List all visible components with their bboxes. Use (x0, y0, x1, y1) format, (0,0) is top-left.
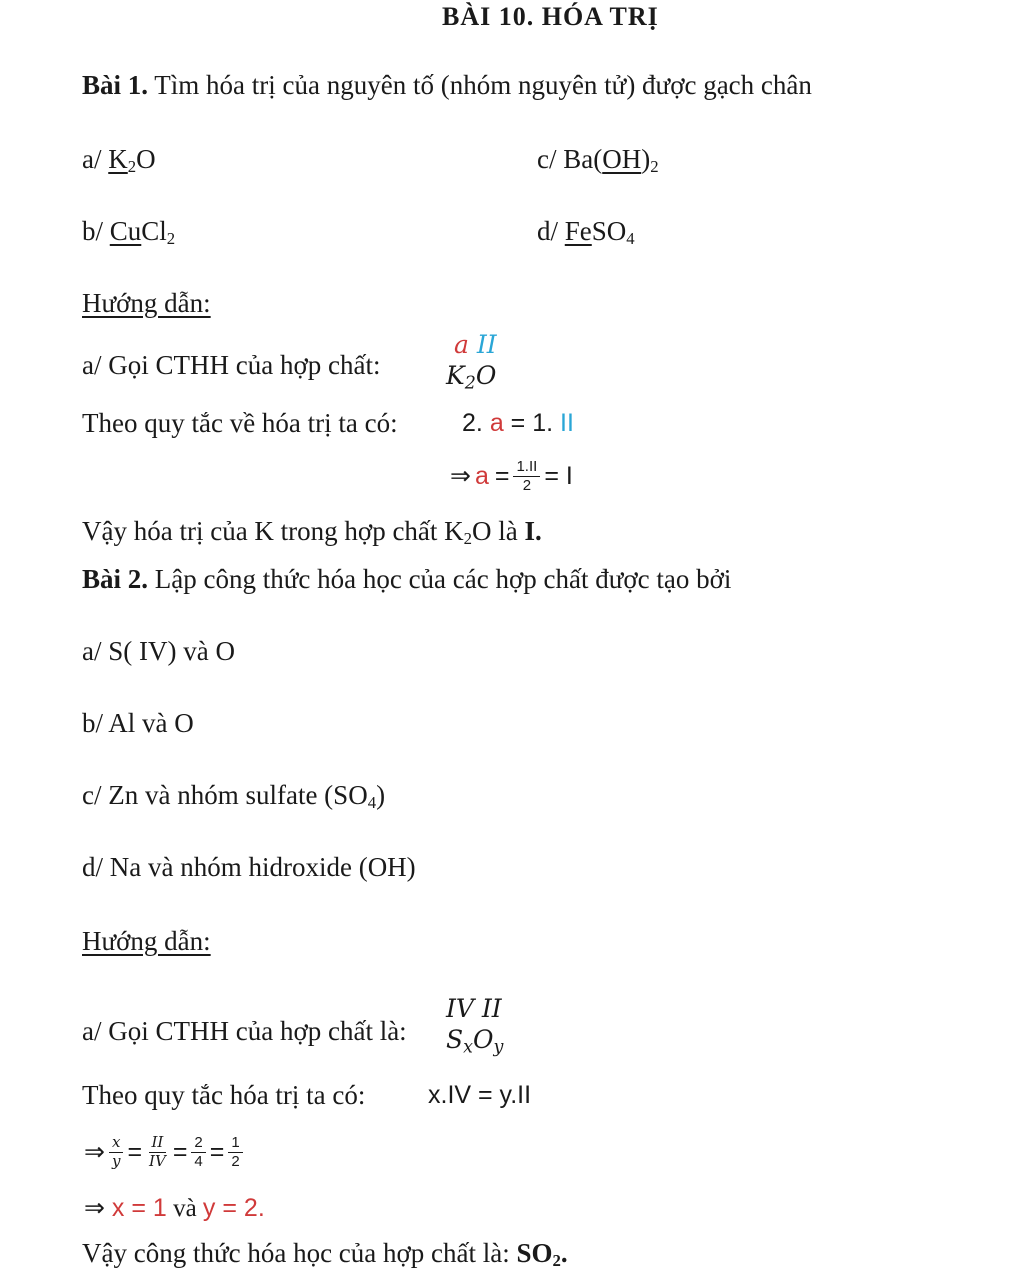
fraction (191, 1134, 205, 1170)
subscript: 2 (464, 373, 476, 394)
item-prefix: c/ Ba( (537, 144, 603, 174)
exercise-1-heading (82, 72, 812, 99)
underlined-group: OH (602, 144, 642, 174)
eq-ii: II (560, 409, 574, 437)
fraction-denominator: y (111, 1151, 121, 1170)
formula-rest: O (136, 144, 156, 174)
conclusion-text: Vậy công thức hóa học của hợp chất là: (82, 1238, 517, 1268)
underlined-element: Fe (564, 216, 592, 246)
conclusion-text: O là (472, 516, 525, 546)
fraction-numerator: II (149, 1134, 167, 1152)
eq-sign: = (494, 461, 510, 490)
guide-2-rule: Theo quy tắc hóa trị ta có: (82, 1080, 366, 1110)
item-prefix: b/ (82, 216, 110, 246)
subscript-y: y (493, 1037, 504, 1058)
formula-rest: Cl (141, 216, 167, 246)
eq-sign: = (172, 1137, 188, 1166)
valence-formula-k2o (446, 332, 497, 393)
exercise-2-label: Bài 2. (82, 564, 149, 594)
subscript: 2 (552, 1251, 561, 1271)
valence-labels: IV II (446, 994, 502, 1023)
eq-a: a (489, 409, 504, 437)
eq-a: a (474, 461, 489, 490)
fraction-denominator: IV (149, 1151, 166, 1170)
exercise-2-heading (82, 566, 731, 593)
formula-element: S (446, 1025, 464, 1054)
fraction-numerator: 2 (191, 1134, 205, 1152)
item-text: c/ Zn và nhóm sulfate (SO (82, 780, 368, 810)
item-b-al-o: b/ Al và O (82, 708, 194, 738)
valence-ii: II (476, 330, 497, 359)
item-a-s-o: a/ S( IV) và O (82, 636, 235, 666)
result-equation (84, 1196, 265, 1221)
conclusion-dot: . (560, 1238, 568, 1268)
subscript: 2 (127, 157, 137, 177)
subscript: 2 (463, 529, 473, 549)
guide-1-rule: Theo quy tắc về hóa trị ta có: (82, 408, 398, 438)
item-a-k2o (82, 146, 156, 176)
equation-1 (462, 411, 574, 436)
implies-icon: ⇒ (450, 461, 471, 490)
formula-rest: SO (591, 216, 627, 246)
underlined-element: Cu (109, 216, 142, 246)
exercise-1-label: Bài 1. (82, 70, 149, 100)
subscript: 2 (650, 157, 659, 177)
eq-sign: = (209, 1137, 225, 1166)
subscript-x: x (463, 1037, 474, 1058)
formula-element: O (473, 1025, 494, 1054)
fraction-numerator: 1 (228, 1134, 242, 1152)
conclusion-1 (82, 518, 542, 548)
result-y: y = 2. (202, 1194, 265, 1222)
valence-a: a (454, 330, 469, 359)
item-text: ) (376, 780, 386, 810)
subscript: 4 (367, 793, 377, 813)
exercise-1-text: Tìm hóa trị của nguyên tố (nhóm nguyên tử) được gạch chân (148, 70, 812, 100)
item-b-cucl2 (82, 218, 175, 248)
item-prefix: a/ (82, 144, 109, 174)
item-prefix: d/ (537, 216, 565, 246)
rule-equation: x.IV = y.II (428, 1081, 532, 1109)
guide-label-2: Hướng dẫn: (82, 926, 211, 956)
eq-sign: = (127, 1137, 143, 1166)
eq-mid: = 1. (510, 409, 554, 437)
fraction (513, 458, 540, 494)
conclusion-2 (82, 1240, 568, 1270)
valence-formula-sxoy (446, 996, 503, 1057)
formula-element: O (475, 361, 497, 390)
fraction-numerator: 1.II (516, 458, 538, 476)
equation-2 (450, 458, 573, 494)
implies-icon: ⇒ (84, 1137, 105, 1166)
fraction-numerator: x (109, 1134, 123, 1152)
implies-icon: ⇒ (84, 1194, 105, 1222)
eq-left: 2. (462, 409, 483, 437)
formula-rest: ) (641, 144, 651, 174)
subscript: 2 (166, 229, 176, 249)
fraction-denominator: 2 (231, 1152, 240, 1170)
result-connector: và (166, 1195, 203, 1222)
underlined-element: K (108, 144, 128, 174)
subscript: 4 (626, 229, 635, 249)
fraction (228, 1134, 242, 1170)
fraction-denominator: 4 (194, 1152, 203, 1170)
ratio-equation (84, 1124, 247, 1180)
fraction (109, 1134, 123, 1170)
conclusion-answer: SO (516, 1238, 553, 1268)
fraction (146, 1134, 169, 1170)
fraction-denominator: 2 (522, 476, 532, 494)
page-title: BÀI 10. HÓA TRỊ (442, 2, 659, 31)
guide-1-call: a/ Gọi CTHH của hợp chất: (82, 350, 381, 380)
conclusion-text: Vậy hóa trị của K trong hợp chất K (82, 516, 464, 546)
eq-result: = I (544, 461, 573, 490)
guide-label-1: Hướng dẫn: (82, 288, 211, 318)
item-c-zn-so4 (82, 782, 385, 812)
exercise-2-text: Lập công thức hóa học của các hợp chất được tạo bởi (148, 564, 732, 594)
guide-2-call: a/ Gọi CTHH của hợp chất là: (82, 1016, 407, 1046)
result-x: x = 1 (111, 1194, 167, 1222)
item-c-baoh2 (537, 146, 659, 176)
item-d-feso4 (537, 218, 635, 248)
formula-element: K (446, 361, 465, 390)
item-d-na-oh: d/ Na và nhóm hidroxide (OH) (82, 852, 416, 882)
conclusion-answer: I. (524, 516, 542, 546)
